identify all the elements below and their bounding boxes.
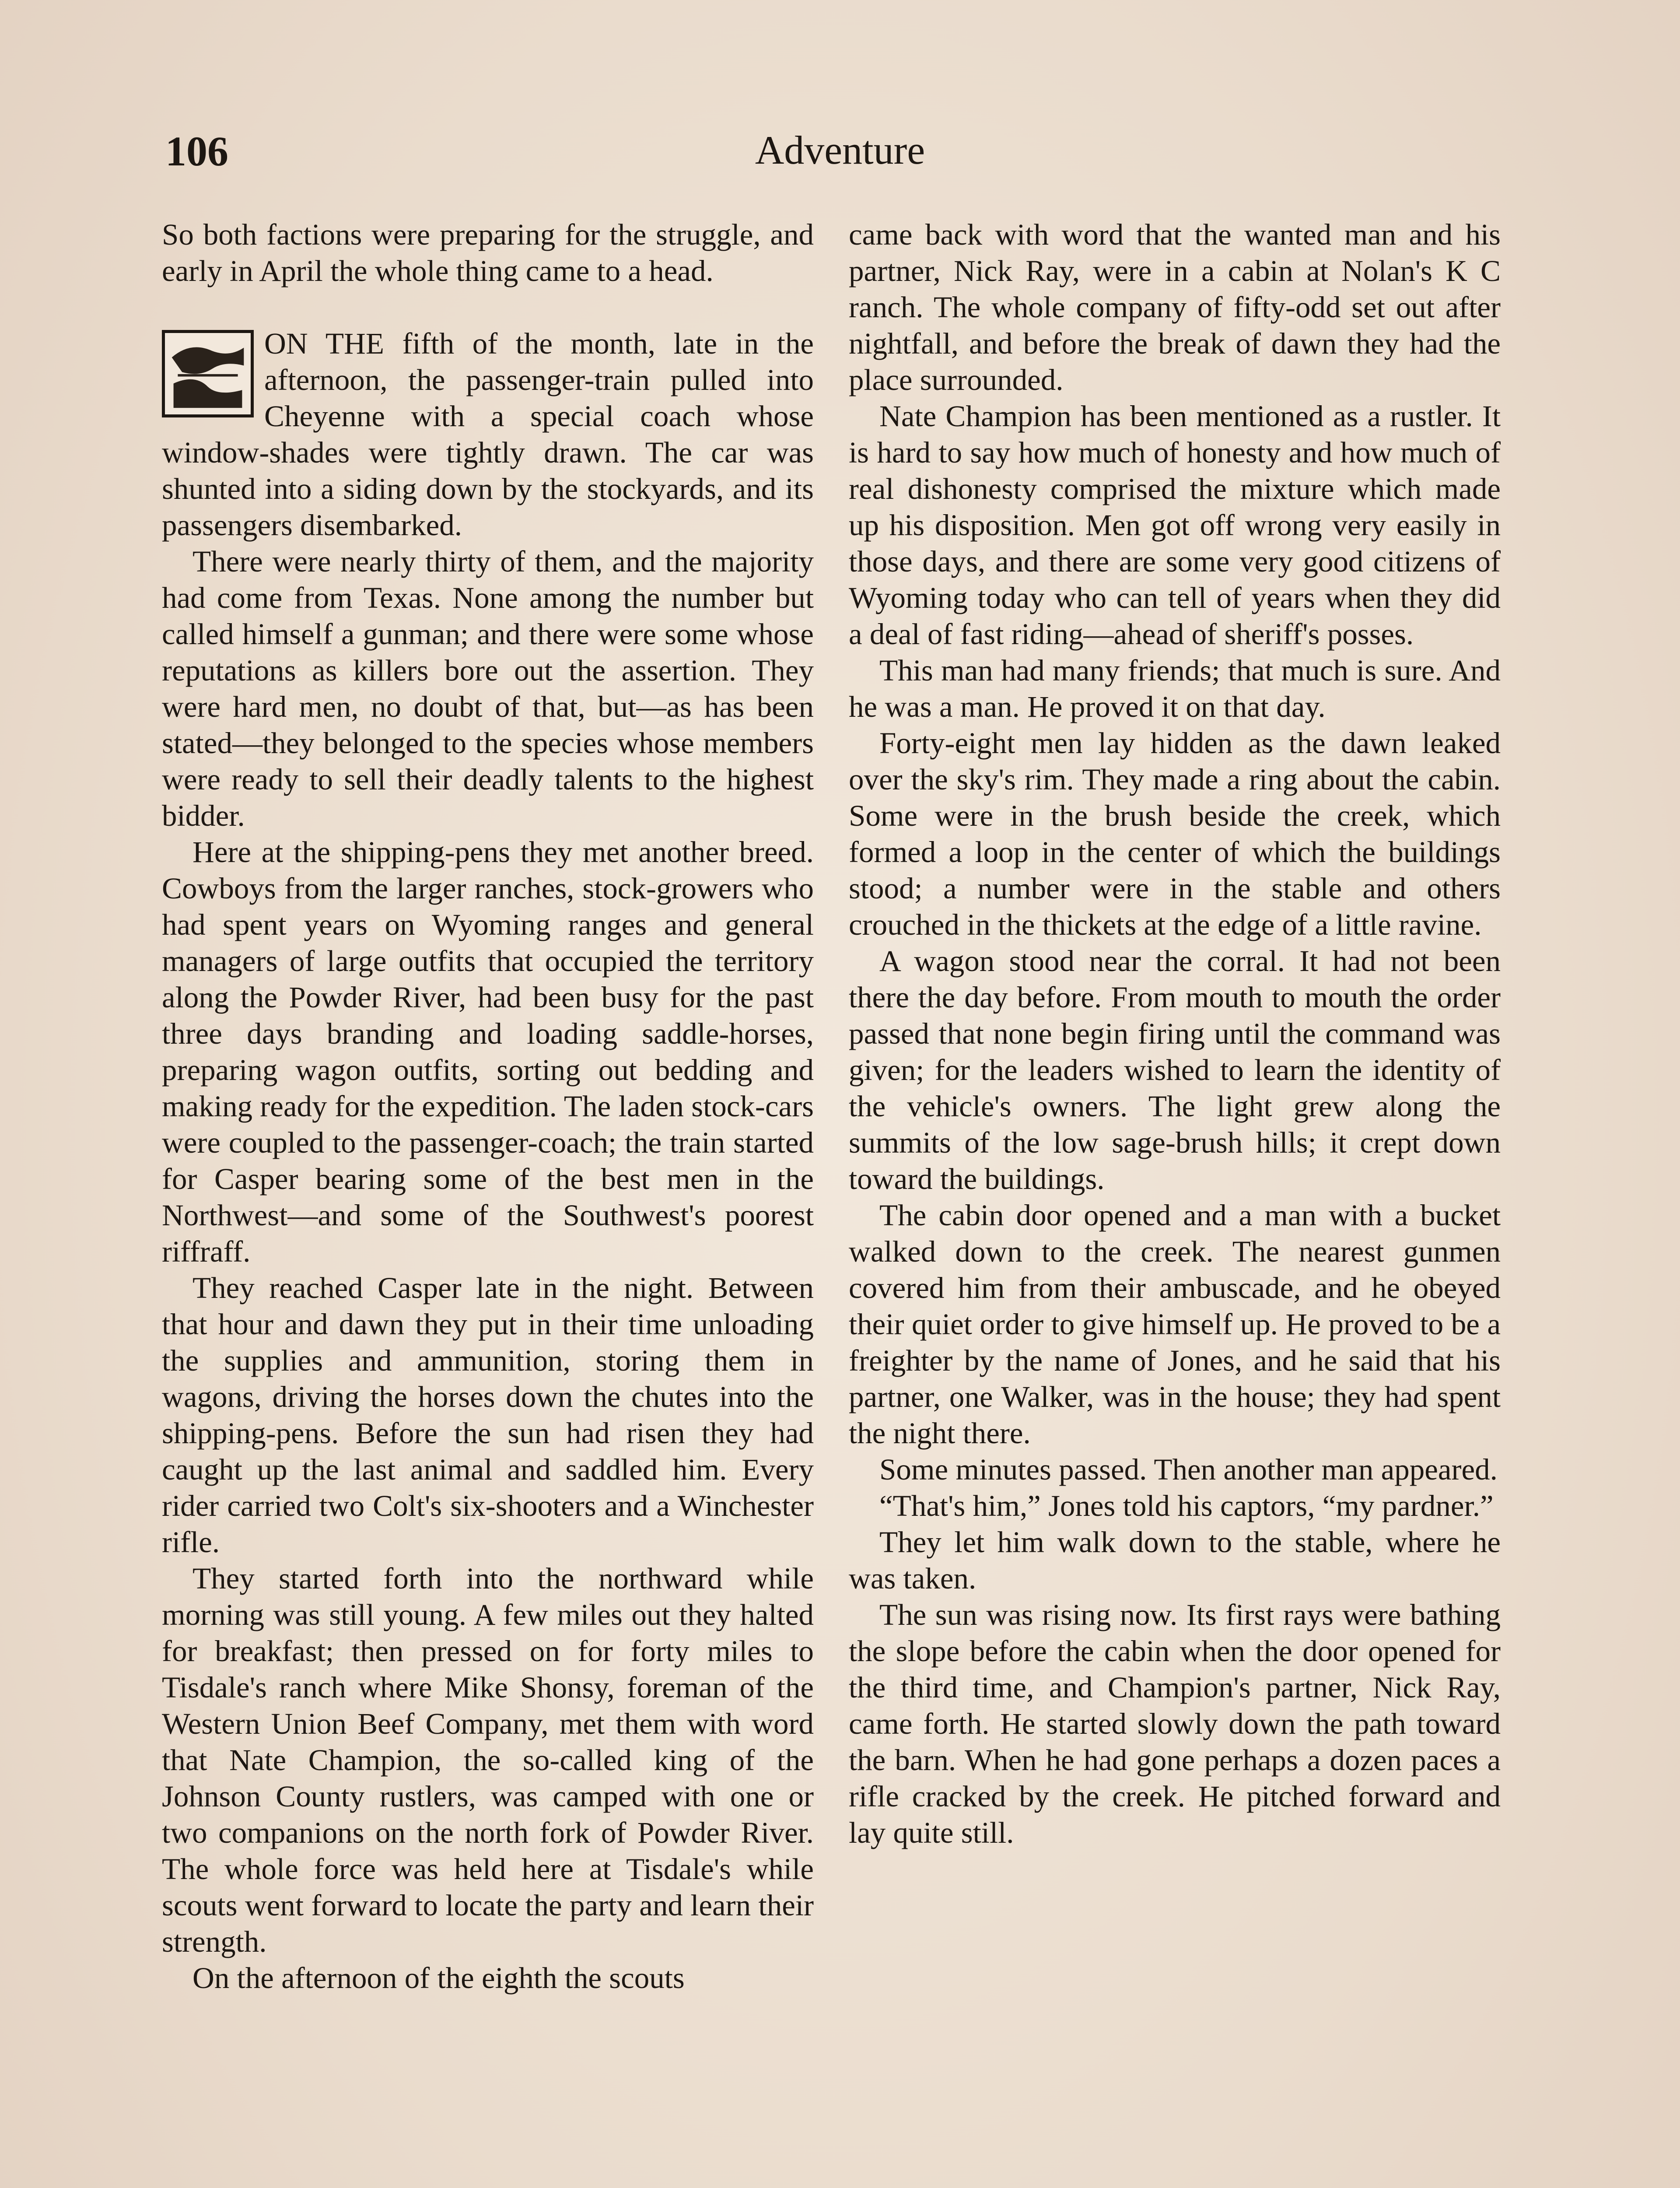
paragraph: came back with word that the wanted man and his partner, Nick Ray, were in a cabin at Nolan's K C ranch. The whole company of fifty-odd set out after nightfall, and before the break of dawn they had the place surrounded.: [849, 218, 1501, 396]
paragraph: This man had many friends; that much is sure. And he was a man. He proved it on that day.: [849, 654, 1501, 723]
paragraph: A wagon stood near the corral. It had not been there the day before. From mouth to mouth the order passed that none begin firing until the command was given; for the leaders wished to learn the identity of the vehicle's owners. The light grew along the summits of the low sage-brush hills; it crept down toward the buildings.: [849, 944, 1501, 1196]
paragraph: Some minutes passed. Then another man appeared.: [879, 1453, 1498, 1486]
paragraph-text: ON THE fifth of the month, late in the afternoon, the passenger-train pulled into Cheyenne with a special coach whose window-shades were tightly drawn. The car was shunted into a siding down by the stockyards, and its passengers disembarked.: [162, 327, 814, 542]
paragraph: So both factions were preparing for the struggle, and early in April the whole thing came to a head.: [162, 218, 814, 288]
page-header: [0, 127, 1680, 188]
paragraph: On the afternoon of the eighth the scouts: [192, 1961, 685, 1995]
paragraph: They started forth into the northward while morning was still young. A few miles out they halted for breakfast; then pressed on for forty miles to Tisdale's ranch where Mike Shonsy, foreman of the Western Union Beef Company, met them with word that Nate Champion, the so-called king of the Johnson County rustlers, was camped with one or two companions on the north fork of Powder River. The whole force was held here at Tisdale's while scouts went forward to locate the party and learn their strength.: [162, 1562, 814, 1958]
paragraph: Nate Champion has been mentioned as a rustler. It is hard to say how much of honesty and how much of real dishonesty comprised the mixture which made up his disposition. Men got off wrong very easily in those days, and there are some very good citizens of Wyoming today who can tell of years when they did a deal of fast riding—ahead of sheriff's posses.: [849, 400, 1501, 651]
paragraph: They reached Casper late in the night. Between that hour and dawn they put in their time unloading the supplies and ammunition, storing them in wagons, driving the horses down the chutes into the shipping-pens. Before the sun had risen they had caught up the last animal and saddled him. Every rider carried two Colt's six-shooters and a Winchester rifle.: [162, 1271, 814, 1559]
paragraph: The sun was rising now. Its first rays were bathing the slope before the cabin when the door opened for the third time, and Champion's partner, Nick Ray, came forth. He started slowly down the path toward the barn. When he had gone perhaps a dozen paces a rifle cracked by the creek. He pitched forward and lay quite still.: [849, 1598, 1501, 1849]
paragraph: There were nearly thirty of them, and the majority had come from Texas. None among the number but called himself a gunman; and there were some whose reputations as killers bore out the assertion. They were hard men, no doubt of that, but—as has been stated—they belonged to the species whose members were ready to sell their deadly talents to the highest bidder.: [162, 545, 814, 832]
right-column: [849, 217, 1501, 2188]
paragraph: Forty-eight men lay hidden as the dawn leaked over the sky's rim. They made a ring about the cabin. Some were in the brush beside the creek, which formed a loop in the center of which the buildings stood; a number were in the stable and others crouched in the thickets at the edge of a little ravine.: [849, 726, 1501, 941]
left-column: [162, 217, 814, 2188]
page-number: 106: [165, 128, 228, 175]
paragraph: Here at the shipping-pens they met another breed. Cowboys from the larger ranches, stock-growers who had spent years on Wyoming ranges and general managers of large outfits that occupied the territory along the Powder River, had been busy for the past three days branding and loading saddle-horses, preparing wagon outfits, sorting out bedding and making ready for the expedition. The laden stock-cars were coupled to the passenger-coach; the train started for Casper bearing some of the best men in the Northwest—and some of the Southwest's poorest riffraff.: [162, 835, 814, 1268]
paragraph-with-drop-cap: [162, 326, 814, 543]
decorative-drop-cap-icon: [162, 330, 254, 417]
paragraph: “That's him,” Jones told his captors, “my pardner.”: [879, 1489, 1494, 1522]
paragraph: The cabin door opened and a man with a bucket walked down to the creek. The nearest gunmen covered him from their ambuscade, and he obeyed their quiet order to give himself up. He proved to be a freighter by the name of Jones, and he said that his partner, one Walker, was in the house; they had spent the night there.: [849, 1199, 1501, 1450]
paragraph: They let him walk down to the stable, where he was taken.: [849, 1525, 1501, 1595]
running-title: Adventure: [755, 128, 925, 172]
